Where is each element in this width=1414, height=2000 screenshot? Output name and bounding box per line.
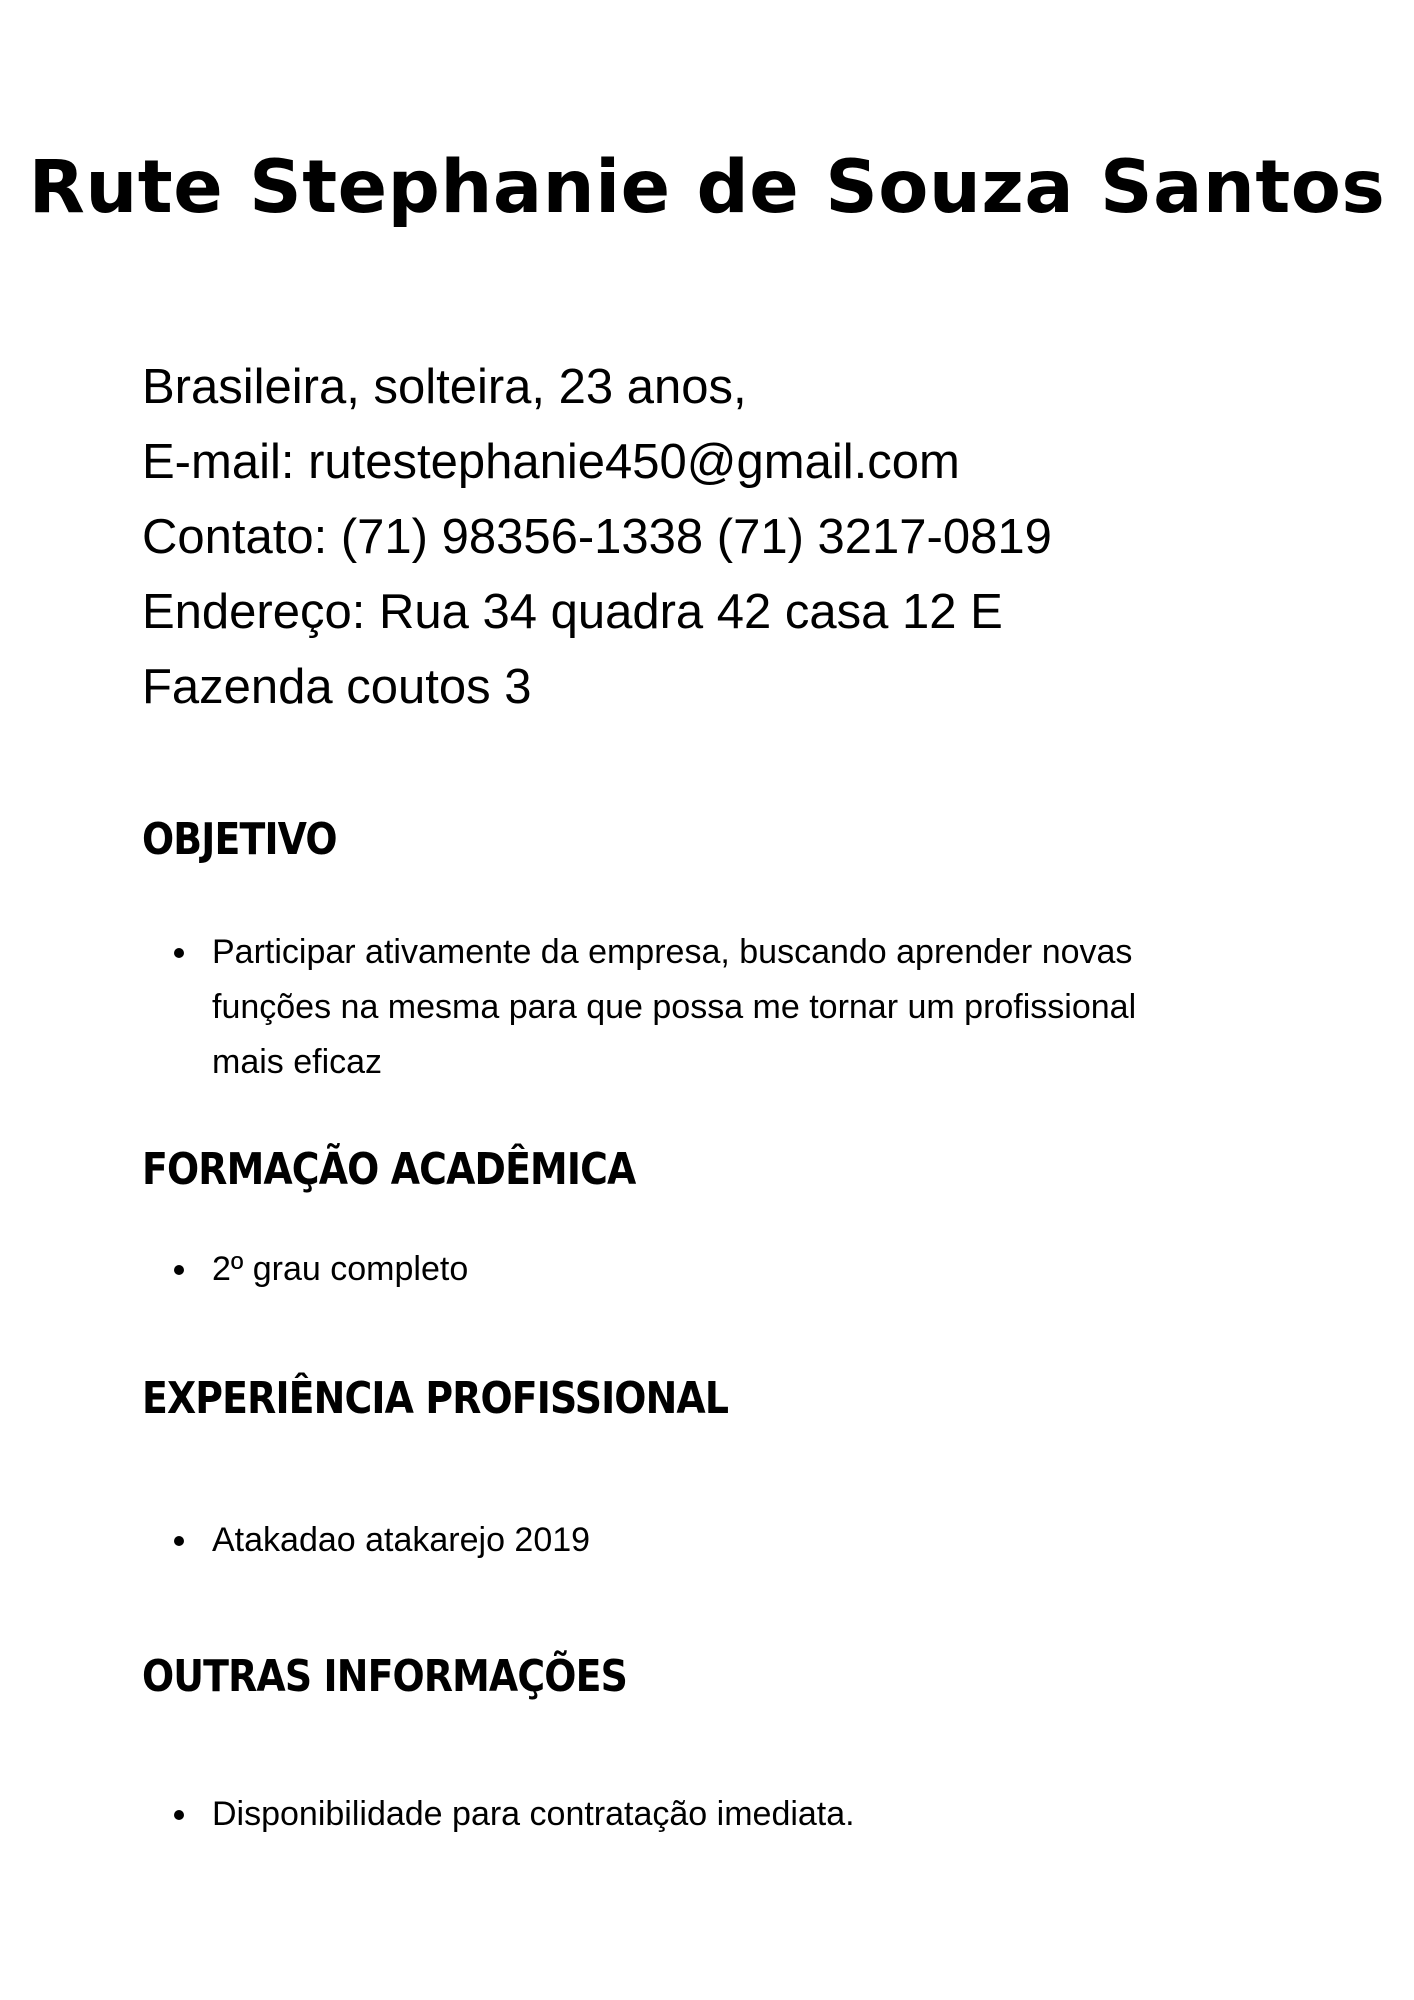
personal-info-email: E-mail: rutestephanie450@gmail.com: [142, 435, 960, 489]
list-item: [212, 1242, 1262, 1297]
formacao-list: [212, 1242, 1262, 1297]
list-item-text: Atakadao atakarejo 2019: [212, 1521, 591, 1559]
outras-list: [212, 1787, 1262, 1842]
personal-info-address: Endereço: Rua 34 quadra 42 casa 12 E: [142, 585, 1003, 639]
list-item-text: Disponibilidade para contratação imediata.: [212, 1795, 855, 1833]
personal-info-contact: Contato: (71) 98356-1338 (71) 3217-0819: [142, 510, 1052, 564]
section-title-outras: OUTRAS INFORMAÇÕES: [142, 1651, 627, 1702]
experiencia-list: [212, 1513, 1262, 1568]
section-title-experiencia: EXPERIÊNCIA PROFISSIONAL: [142, 1373, 729, 1424]
objetivo-list: [212, 925, 1212, 1090]
personal-info-line: Brasileira, solteira, 23 anos,: [142, 360, 747, 414]
section-title-objetivo: OBJETIVO: [142, 814, 337, 865]
section-title-formacao: FORMAÇÃO ACADÊMICA: [142, 1144, 636, 1195]
personal-info-list: [142, 350, 1052, 725]
list-item-text: Participar ativamente da empresa, buscando aprender novas funções na mesma para que possa me tornar um profissional mais eficaz: [212, 933, 1137, 1081]
list-item: [212, 925, 1212, 1090]
bullet-icon: [174, 1536, 184, 1546]
list-item-text: 2º grau completo: [212, 1250, 469, 1288]
list-item: [212, 1513, 1262, 1568]
bullet-icon: [174, 1810, 184, 1820]
candidate-name: Rute Stephanie de Souza Santos: [28, 145, 1386, 230]
bullet-icon: [174, 948, 184, 958]
list-item: [212, 1787, 1262, 1842]
personal-info-address-line2: Fazenda coutos 3: [142, 660, 532, 714]
bullet-icon: [174, 1265, 184, 1275]
